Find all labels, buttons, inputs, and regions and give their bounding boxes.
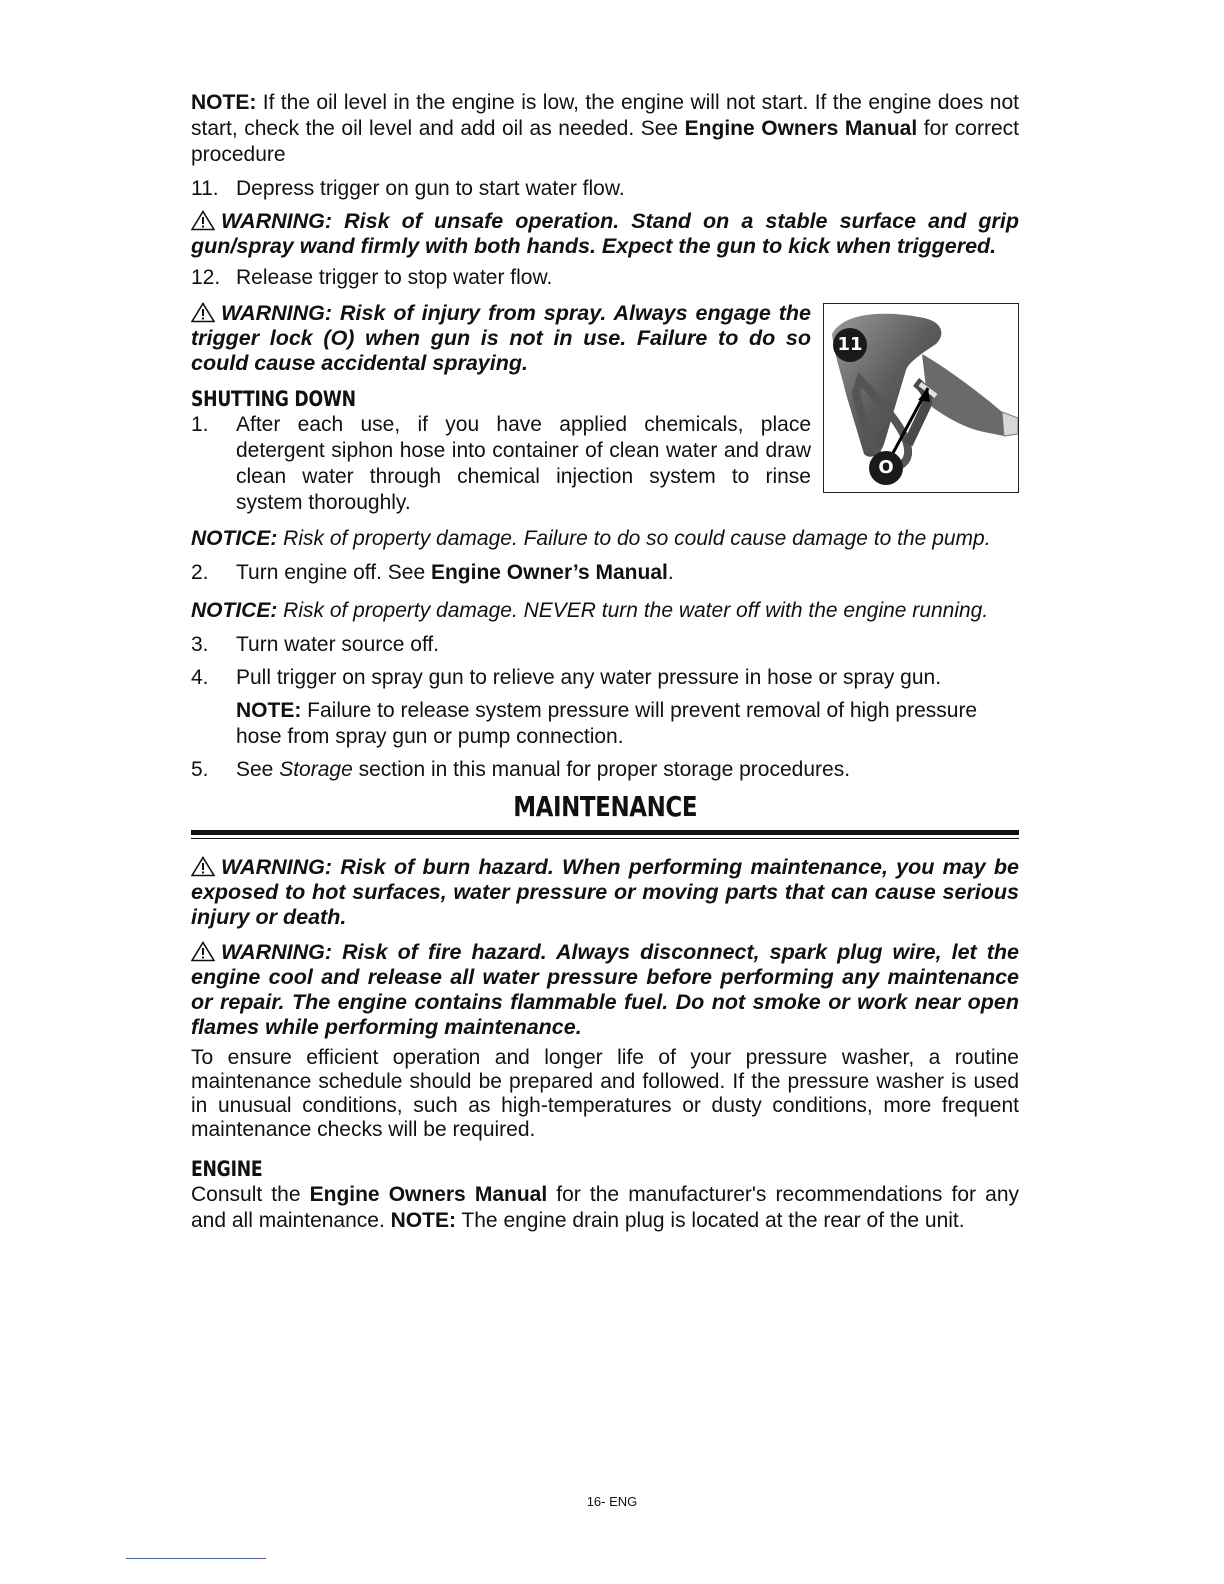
notice-water-off: NOTICE: Risk of property damage. NEVER turn the water off with the engine running. (191, 599, 989, 622)
warning-triangle-icon (191, 941, 215, 962)
heading-rule-thin (191, 838, 1019, 839)
step-12: 12. Release trigger to stop water flow. (191, 266, 553, 289)
warning-unsafe-operation: WARNING: Risk of unsafe operation. Stand on a stable surface and grip gun/spray wand firmly with both hands. Expect the gun to kick when triggered. (191, 209, 1019, 258)
callout-o: O (869, 451, 903, 485)
note-release-pressure: NOTE: Failure to release system pressure will prevent removal of high pressure hose from spray gun or pump connection. (236, 699, 978, 748)
shutdown-step-5: 5. See Storage section in this manual for proper storage procedures. (191, 758, 851, 781)
manual-page (191, 90, 1019, 1234)
engine-text: Consult the Engine Owners Manual for the manufacturer's recommendations for any and all maintenance. NOTE: The engine drain plug is located at the rear of the unit. (191, 1183, 1019, 1232)
shutdown-step-4: 4. Pull trigger on spray gun to relieve any water pressure in hose or spray gun. (191, 666, 942, 689)
engine-heading: ENGINE (191, 1157, 263, 1181)
shutdown-step-2: 2. Turn engine off. See Engine Owner’s Manual. (191, 561, 674, 584)
callout-11: 11 (833, 328, 867, 362)
oil-note: NOTE: If the oil level in the engine is low, the engine will not start. If the engine does not start, check the oil level and add oil as needed. See Engine Owners Manual for correct procedure (191, 91, 1019, 166)
shutting-down-heading: SHUTTING DOWN (191, 387, 356, 411)
warning-triangle-icon (191, 856, 215, 877)
warning-triangle-icon (191, 302, 215, 323)
step-11: 11. Depress trigger on gun to start water flow. (191, 177, 625, 200)
warning-triangle-icon (191, 210, 215, 231)
spray-section (191, 301, 1019, 516)
maintenance-heading-wrap (191, 790, 1019, 824)
heading-rule (191, 830, 1019, 835)
warning-burn: WARNING: Risk of burn hazard. When performing maintenance, you may be exposed to hot surfaces, water pressure or moving parts that can cause serious injury or death. (191, 855, 1019, 929)
page-number: 16- ENG (586, 1494, 638, 1509)
maintenance-heading: MAINTENANCE (513, 790, 697, 823)
warning-fire: WARNING: Risk of fire hazard. Always disconnect, spark plug wire, let the engine cool and release all water pressure before performing any maintenance or repair. The engine contains flammable fuel. Do not smoke or work near open flames while performing maintenance. (191, 940, 1019, 1039)
shutdown-step-3: 3. Turn water source off. (191, 633, 440, 656)
warning-spray-injury: WARNING: Risk of injury from spray. Always engage the trigger lock (O) when gun is not in use. Failure to do so could cause accidental spraying. (191, 301, 811, 375)
shutdown-step-1: 1. After each use, if you have applied chemicals, place detergent siphon hose into container of clean water and draw clean water through chemical injection system to rinse system thoroughly. (191, 413, 811, 514)
footer-line (126, 1558, 266, 1559)
maintenance-intro: To ensure efficient operation and longer life of your pressure washer, a routine maintenance schedule should be prepared and followed. If the pressure washer is used in unusual conditions, such as high-temperatures or dusty conditions, more frequent maintenance checks will be required. (191, 1046, 1019, 1141)
notice-pump: NOTICE: Risk of property damage. Failure to do so could cause damage to the pump. (191, 527, 991, 550)
